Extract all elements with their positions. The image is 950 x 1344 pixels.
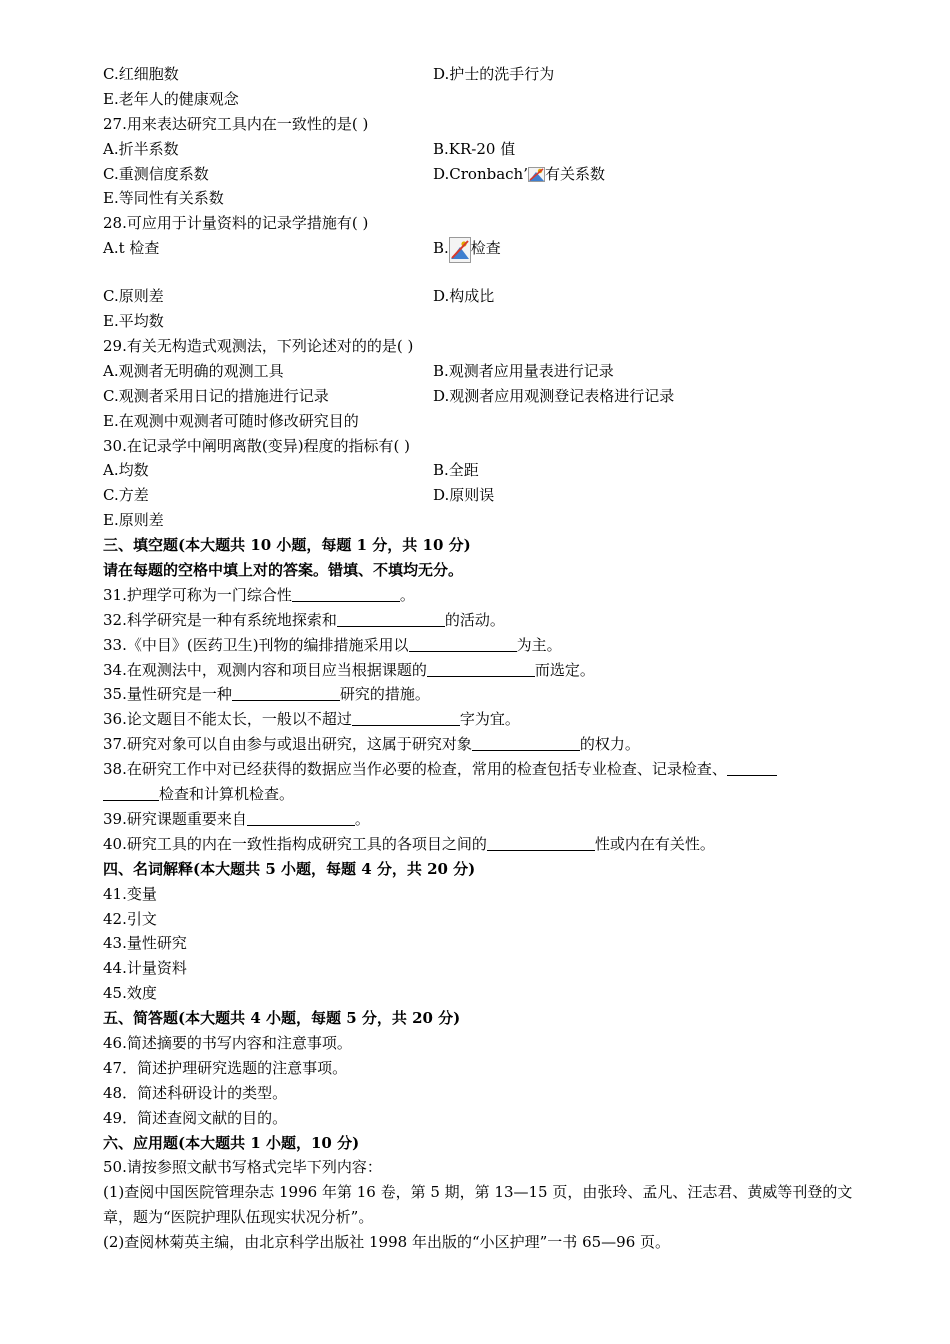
- question-35: [103, 682, 853, 707]
- option-row: [103, 236, 853, 284]
- option-c: C.红细胞数: [103, 65, 179, 83]
- option-row: [103, 62, 853, 87]
- question-28: 28.可应用于计量资料的记录学措施有( ): [103, 214, 369, 233]
- answer-blank: [487, 835, 595, 851]
- option-d-suffix: 有关系数: [544, 164, 605, 183]
- question-text-end: 的活动。: [444, 610, 505, 629]
- question-42: 42.引文: [103, 909, 157, 928]
- question-text-end: 性或内在有关性。: [594, 834, 715, 853]
- option-e: E.平均数: [103, 312, 164, 331]
- section-heading: 五、简答题(本大题共 4 小题，每题 5 分，共 20 分): [103, 1009, 461, 1028]
- question-text-end: 的权力。: [579, 735, 640, 754]
- option-d: D.原则误: [433, 486, 495, 505]
- question-33: [103, 633, 853, 658]
- answer-blank: [232, 685, 340, 701]
- option-b: B.全距: [433, 461, 479, 480]
- question-text-end: 而选定。: [534, 660, 595, 679]
- question-29: 29.有关无构造式观测法，下列论述对的的是( ): [103, 337, 414, 356]
- option-a: A.均数: [103, 461, 149, 480]
- question-text: 33.《中目》(医药卫生)刊物的编排措施采用以: [103, 635, 409, 654]
- option-b-suffix: 检查: [470, 239, 501, 258]
- question-46: 46.简述摘要的书写内容和注意事项。: [103, 1033, 352, 1052]
- question-text: 39.研究课题重要来自: [103, 809, 247, 828]
- option-d: D.观测者应用观测登记表格进行记录: [433, 386, 675, 405]
- option-a: A.t 检查: [103, 239, 160, 258]
- question-text: 37.研究对象可以自由参与或退出研究，这属于研究对象: [103, 735, 472, 754]
- question-text-end: 。: [354, 809, 370, 828]
- answer-blank: [727, 760, 777, 776]
- question-text-end: 为主。: [516, 635, 562, 654]
- option-d: D.护士的洗手行为: [433, 65, 555, 83]
- question-text-end: 研究的措施。: [339, 685, 430, 704]
- question-49: 49．简述查阅文献的目的。: [103, 1108, 288, 1127]
- answer-blank: [337, 611, 445, 627]
- question-32: [103, 608, 853, 633]
- option-a: A.折半系数: [103, 139, 179, 158]
- option-c: C.原则差: [103, 287, 164, 306]
- option-row: [103, 137, 853, 162]
- question-30: 30.在记录学中阐明离散(变异)程度的指标有( ): [103, 436, 411, 455]
- option-row: [103, 359, 853, 384]
- option-b-prefix: B.: [433, 239, 449, 258]
- question-31: [103, 583, 853, 608]
- question-50-part-1: (1)查阅中国医院管理杂志 1996 年第 16 卷，第 5 期，第 13—15 页，由张玲、孟凡、汪志君、黄威等刊登的文章，题为“医院护理队伍现实状况分析”。: [103, 1183, 853, 1227]
- option-e: E.老年人的健康观念: [103, 89, 239, 108]
- question-45: 45.效度: [103, 984, 157, 1003]
- option-row: [103, 483, 853, 508]
- question-text: 40.研究工具的内在一致性指构成研究工具的各项目之间的: [103, 834, 487, 853]
- option-b: B.观测者应用量表进行记录: [433, 361, 614, 380]
- broken-image-icon: [449, 237, 471, 271]
- question-text: 36.论文题目不能太长，一般以不超过: [103, 710, 352, 729]
- broken-image-icon: [528, 165, 545, 190]
- question-text: 38.在研究工作中对已经获得的数据应当作必要的检查，常用的检查包括专业检查、记录检查、: [103, 760, 727, 779]
- question-text-end: 字为宜。: [459, 710, 520, 729]
- question-text-end: 检查和计算机检查。: [159, 785, 295, 804]
- question-text: 34.在观测法中，观测内容和项目应当根据课题的: [103, 660, 427, 679]
- option-a: A.观测者无明确的观测工具: [103, 361, 284, 380]
- question-44: 44.计量资料: [103, 959, 187, 978]
- question-36: [103, 707, 853, 732]
- question-text-end: 。: [399, 585, 415, 604]
- option-e: E.在观测中观测者可随时修改研究目的: [103, 411, 359, 430]
- question-50: 50.请按参照文献书写格式完毕下列内容：: [103, 1158, 382, 1177]
- question-48: 48．简述科研设计的类型。: [103, 1083, 288, 1102]
- answer-blank: [292, 586, 400, 602]
- option-e: E.原则差: [103, 511, 164, 530]
- question-text: 31.护理学可称为一门综合性: [103, 585, 292, 604]
- option-d: [433, 162, 853, 187]
- option-d-prefix: D.Cronbach’: [433, 164, 528, 183]
- answer-blank-continued: [103, 785, 159, 801]
- question-39: [103, 807, 853, 832]
- option-b: [433, 236, 853, 284]
- option-c: C.重测信度系数: [103, 164, 209, 183]
- question-50-part-2: (2)查阅林菊英主编，由北京科学出版社 1998 年出版的“小区护理”一书 65—96 页。: [103, 1233, 671, 1252]
- answer-blank: [352, 710, 460, 726]
- section-heading: 三、填空题(本大题共 10 小题，每题 1 分，共 10 分): [103, 536, 471, 555]
- question-38: [103, 757, 853, 807]
- question-text: 35.量性研究是一种: [103, 685, 232, 704]
- question-41: 41.变量: [103, 884, 157, 903]
- answer-blank: [472, 735, 580, 751]
- question-40: [103, 832, 853, 857]
- section-heading: 四、名词解释(本大题共 5 小题，每题 4 分，共 20 分): [103, 859, 476, 878]
- option-row: [103, 458, 853, 483]
- option-row: [103, 162, 853, 187]
- exam-content: [103, 62, 853, 1255]
- question-43: 43.量性研究: [103, 934, 187, 953]
- answer-blank: [247, 810, 355, 826]
- option-row: [103, 284, 853, 309]
- option-c: C.方差: [103, 486, 149, 505]
- section-instruction: 请在每题的空格中填上对的答案。错填、不填均无分。: [103, 561, 464, 580]
- answer-blank: [427, 661, 535, 677]
- option-e: E.等同性有关系数: [103, 189, 224, 208]
- option-c: C.观测者采用日记的措施进行记录: [103, 386, 329, 405]
- section-heading: 六、应用题(本大题共 1 小题，10 分): [103, 1133, 360, 1152]
- question-text: 32.科学研究是一种有系统地探索和: [103, 610, 337, 629]
- option-d: D.构成比: [433, 287, 495, 306]
- answer-blank: [409, 636, 517, 652]
- question-47: 47．简述护理研究选题的注意事项。: [103, 1058, 348, 1077]
- option-row: [103, 384, 853, 409]
- question-37: [103, 732, 853, 757]
- question-27: 27.用来表达研究工具内在一致性的是( ): [103, 114, 369, 133]
- option-b: B.KR-20 值: [433, 139, 516, 158]
- question-34: [103, 658, 853, 683]
